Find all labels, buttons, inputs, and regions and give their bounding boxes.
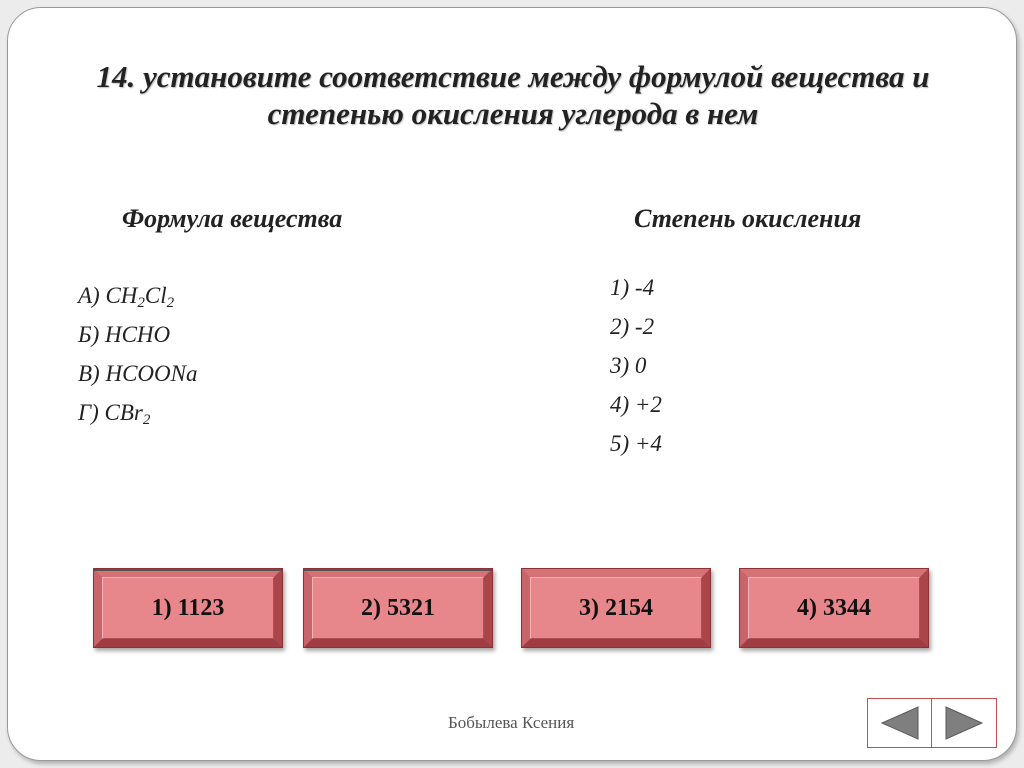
- slide: [7, 7, 1017, 761]
- formula-item-v: В) HCOONa: [78, 361, 198, 386]
- answer-button-4[interactable]: [739, 568, 929, 648]
- answer-button-3-label: 3) 2154: [530, 577, 702, 639]
- author-footer: Бобылева Ксения: [448, 713, 575, 732]
- answer-button-2-label: 2) 5321: [312, 577, 484, 639]
- formula-list: [78, 276, 197, 432]
- next-slide-button[interactable]: [932, 699, 995, 747]
- triangle-right-icon: [942, 705, 986, 741]
- previous-slide-button[interactable]: [868, 699, 931, 747]
- slide-title: 14. установите соответствие между формулой вещества и степенью окисления углерода в нем: [96, 59, 930, 131]
- answer-button-1-label: 1) 1123: [102, 577, 274, 639]
- formula-column-header: Формула вещества: [122, 204, 343, 233]
- oxidation-column-header: Степень окисления: [634, 204, 862, 233]
- formula-item-b: Б) HCHO: [78, 322, 171, 347]
- oxidation-item: 4) +2: [610, 392, 662, 417]
- oxidation-item: 5) +4: [610, 431, 662, 456]
- answer-button-2[interactable]: [303, 568, 493, 648]
- formula-item-a: А) $CH_2Cl_2$: [78, 283, 175, 311]
- oxidation-item: 1) -4: [610, 275, 655, 300]
- triangle-left-icon: [878, 705, 922, 741]
- slide-navigation: [867, 698, 997, 748]
- answer-button-4-label: 4) 3344: [748, 577, 920, 639]
- answer-button-3[interactable]: [521, 568, 711, 648]
- answer-button-1[interactable]: [93, 568, 283, 648]
- oxidation-item: 3) 0: [610, 353, 647, 378]
- oxidation-list: [610, 268, 662, 463]
- formula-item-g: Г) CBr$_2$: [78, 400, 151, 428]
- oxidation-item: 2) -2: [610, 314, 655, 339]
